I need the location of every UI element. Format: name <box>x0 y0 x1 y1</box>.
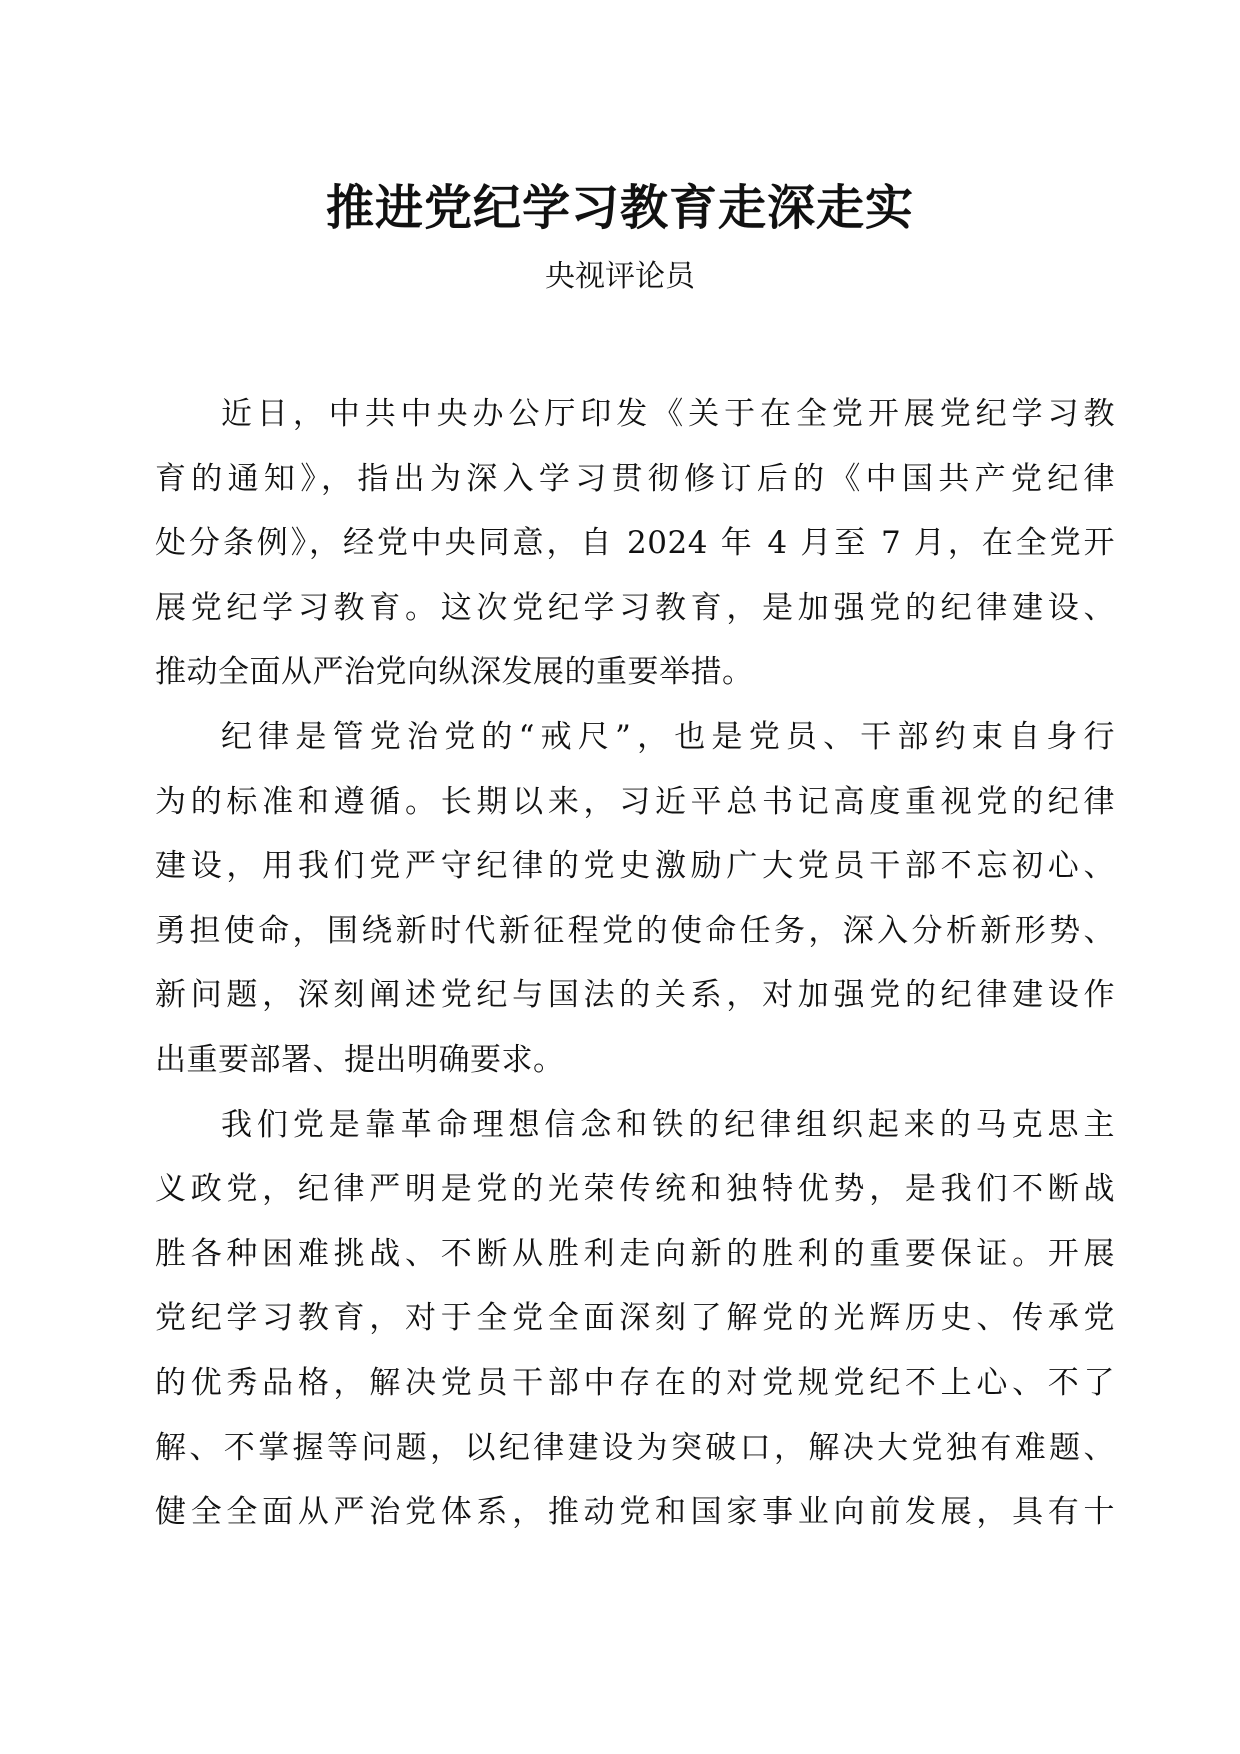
paragraph-line: 处分条例》，经党中央同意，自 2024 年 4 月至 7 月，在全党开 <box>155 525 1115 562</box>
paragraph-line: 新问题，深刻阐述党纪与国法的关系，对加强党的纪律建设作 <box>155 977 1115 1014</box>
paragraph-line: 为的标准和遵循。长期以来，习近平总书记高度重视党的纪律 <box>155 783 1115 820</box>
paragraph-line: 我们党是靠革命理想信念和铁的纪律组织起来的马克思主 <box>221 1106 1115 1143</box>
paragraph-line: 建设，用我们党严守纪律的党史激励广大党员干部不忘初心、 <box>155 848 1115 885</box>
paragraph-line: 胜各种困难挑战、不断从胜利走向新的胜利的重要保证。开展 <box>155 1235 1115 1272</box>
paragraph-line: 义政党，纪律严明是党的光荣传统和独特优势，是我们不断战 <box>155 1171 1115 1208</box>
paragraph-1 <box>155 382 1115 705</box>
paragraph-line: 解、不掌握等问题，以纪律建设为突破口，解决大党独有难题、 <box>155 1429 1115 1466</box>
paragraph-line: 出重要部署、提出明确要求。 <box>155 1041 565 1078</box>
paragraph-line: 健全全面从严治党体系，推动党和国家事业向前发展，具有十 <box>155 1494 1115 1531</box>
document-body <box>155 382 1115 1545</box>
paragraph-line: 的优秀品格，解决党员干部中存在的对党规党纪不上心、不了 <box>155 1364 1115 1401</box>
paragraph-line: 近日，中共中央办公厅印发《关于在全党开展党纪学习教 <box>221 396 1115 432</box>
paragraph-line: 党纪学习教育，对于全党全面深刻了解党的光辉历史、传承党 <box>155 1300 1115 1337</box>
paragraph-3 <box>155 1093 1115 1545</box>
document-title: 推进党纪学习教育走深走实 <box>325 180 914 236</box>
paragraph-line: 育的通知》，指出为深入学习贯彻修订后的《中国共产党纪律 <box>155 460 1115 497</box>
paragraph-line: 勇担使命，围绕新时代新征程党的使命任务，深入分析新形势、 <box>155 912 1115 949</box>
paragraph-line: 纪律是管党治党的“戒尺”，也是党员、干部约束自身行 <box>221 718 1115 755</box>
paragraph-2 <box>155 705 1115 1093</box>
paragraph-line: 展党纪学习教育。这次党纪学习教育，是加强党的纪律建设、 <box>155 589 1115 626</box>
paragraph-line: 推动全面从严治党向纵深发展的重要举措。 <box>155 654 754 691</box>
document-author: 央视评论员 <box>545 259 695 294</box>
